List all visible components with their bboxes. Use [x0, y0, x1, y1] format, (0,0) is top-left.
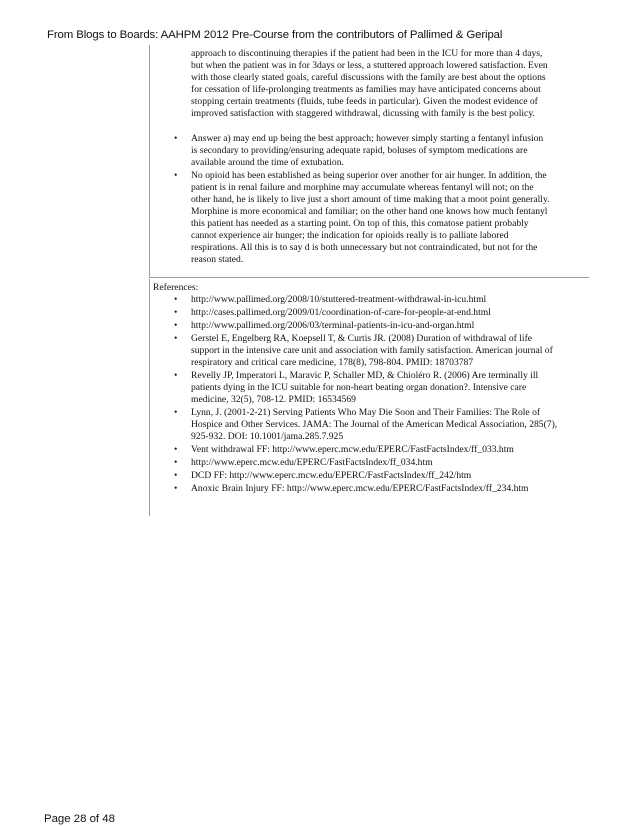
references-heading: References:: [153, 282, 199, 293]
bullet-icon: •: [174, 333, 178, 344]
bullet-icon: •: [174, 307, 178, 318]
list-item: [150, 483, 580, 495]
reference-citation: Lynn, J. (2001-2-21) Serving Patients Who May Die Soon and Their Families: The Role of Hospice and Other Services. JAMA: The Journal of the American Medical Association, 285(7), 925-932. DOI: 10.1001/jama.285.7.925: [191, 407, 558, 442]
reference-link[interactable]: Vent withdrawal FF: http://www.eperc.mcw.edu/EPERC/FastFactsIndex/ff_033.htm: [191, 444, 514, 455]
page-number: Page 28 of 48: [44, 813, 115, 825]
list-item: [150, 444, 580, 456]
page-header: From Blogs to Boards: AAHPM 2012 Pre-Course from the contributors of Pallimed & Geripal: [47, 29, 503, 41]
list-item: [150, 307, 580, 319]
section-divider: [149, 277, 589, 278]
bullet-icon: •: [174, 370, 178, 381]
bullet-icon: •: [174, 170, 178, 181]
bullet-icon: •: [174, 407, 178, 418]
reference-citation: Revelly JP, Imperatori L, Maravic P, Schaller MD, & Chioléro R. (2006) Are terminally ill patients dying in the ICU suitable for non-heart beating organ donation?. Intensive care medicine, 32(5), 708-12. PMID: 16534569: [191, 370, 539, 405]
list-item: [150, 170, 580, 266]
reference-link[interactable]: DCD FF: http://www.eperc.mcw.edu/EPERC/FastFactsIndex/ff_242/htm: [191, 470, 472, 481]
bullet-icon: •: [174, 320, 178, 331]
list-item: [150, 294, 580, 306]
list-item: [150, 457, 580, 469]
reference-link[interactable]: http://cases.pallimed.org/2009/01/coordination-of-care-for-people-at-end.html: [191, 307, 491, 318]
intro-paragraph: approach to discontinuing therapies if the patient had been in the ICU for more than 4 days, but when the patient was in for 3days or less, a stuttered approach lowered satisfaction. Even with those clearly stated goals, careful discussions with the family are best about the options for cessation of life-prolonging treatments as families may have anticipated concerns about stopping certain treatments (fluids, tube feeds in particular). Given the modest evidence of improved satisfaction with staggered withdrawal, dicussing with family is the best policy.: [191, 48, 548, 119]
bullet-icon: •: [174, 470, 178, 481]
reference-link[interactable]: http://www.eperc.mcw.edu/EPERC/FastFactsIndex/ff_034.htm: [191, 457, 433, 468]
list-item: [150, 133, 580, 169]
reference-link[interactable]: http://www.pallimed.org/2006/03/terminal-patients-in-icu-and-organ.html: [191, 320, 475, 331]
references-list: [150, 294, 580, 496]
bullet-icon: •: [174, 294, 178, 305]
reference-link[interactable]: Anoxic Brain Injury FF: http://www.eperc.mcw.edu/EPERC/FastFactsIndex/ff_234.htm: [191, 483, 529, 494]
list-item: [150, 370, 580, 406]
list-item: [150, 470, 580, 482]
bullet-icon: •: [174, 133, 178, 144]
bullet-icon: •: [174, 483, 178, 494]
bullet-icon: •: [174, 457, 178, 468]
answer-bullet-list: [150, 133, 580, 267]
answer-bullet-text: No opioid has been established as being superior over another for air hunger. In addition, the patient is in renal failure and morphine may accumulate whereas fentanyl will not; on the other hand, he is likely to live just a short amount of time making that a moot point generally. Morphine is more economical and familiar; on the other hand one knows how much fentanyl this patient has needed as a starting point. On top of this, this comatose patient probably cannot experience air hunger; the indication for opioids really is to palliate labored respirations. All this is to say d is both unnecessary but not contraindicated, but not for the reason stated.: [191, 170, 550, 265]
reference-link[interactable]: http://www.pallimed.org/2008/10/stuttered-treatment-withdrawal-in-icu.html: [191, 294, 487, 305]
list-item: [150, 333, 580, 369]
list-item: [150, 407, 580, 443]
list-item: [150, 320, 580, 332]
answer-bullet-text: Answer a) may end up being the best approach; however simply starting a fentanyl infusion is secondary to providing/ensuring adequate rapid, boluses of symptom medications are available around the time of extubation.: [191, 133, 544, 168]
bullet-icon: •: [174, 444, 178, 455]
reference-citation: Gerstel E, Engelberg RA, Koepsell T, & Curtis JR. (2008) Duration of withdrawal of life support in the intensive care unit and association with family satisfaction. American journal of respiratory and critical care medicine, 178(8), 798-804. PMID: 18703787: [191, 333, 553, 368]
